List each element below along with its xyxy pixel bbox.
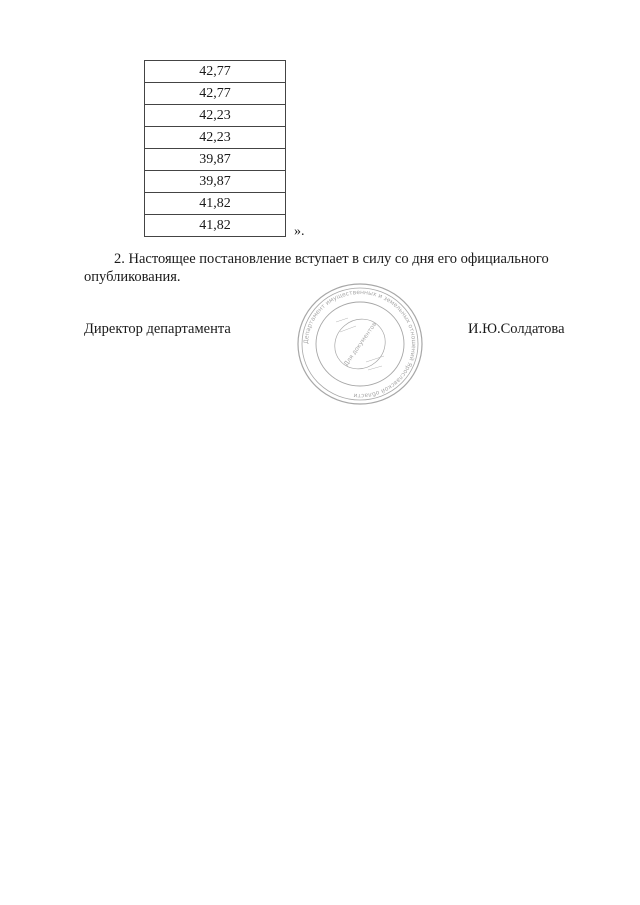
table-cell: 39,87 <box>145 149 286 171</box>
values-table <box>144 60 286 237</box>
table-cell: 41,82 <box>145 215 286 237</box>
paragraph-line-1: 2. Настоящее постановление вступает в силу со дня его официального <box>114 251 549 267</box>
table-row <box>145 215 286 237</box>
seal-inner-text: Для документов <box>342 321 379 368</box>
table-row <box>145 171 286 193</box>
table-cell: 42,23 <box>145 105 286 127</box>
table-row <box>145 193 286 215</box>
signer-name: И.Ю.Солдатова <box>468 321 565 337</box>
table-row <box>145 105 286 127</box>
table-row <box>145 83 286 105</box>
seal-outer-text: Департамент имущественных и земельных отношений Ярославской области <box>302 288 418 400</box>
table-cell: 42,77 <box>145 61 286 83</box>
official-seal-stamp <box>296 282 424 406</box>
table-cell: 41,82 <box>145 193 286 215</box>
table-row <box>145 61 286 83</box>
closing-quote-mark: ». <box>294 224 305 239</box>
table-cell: 39,87 <box>145 171 286 193</box>
effective-date-paragraph <box>84 250 574 286</box>
table-cell: 42,77 <box>145 83 286 105</box>
paragraph-line-2: опубликования. <box>84 269 181 285</box>
table-row <box>145 127 286 149</box>
signer-title: Директор департамента <box>84 321 231 337</box>
table-cell: 42,23 <box>145 127 286 149</box>
table-row <box>145 149 286 171</box>
